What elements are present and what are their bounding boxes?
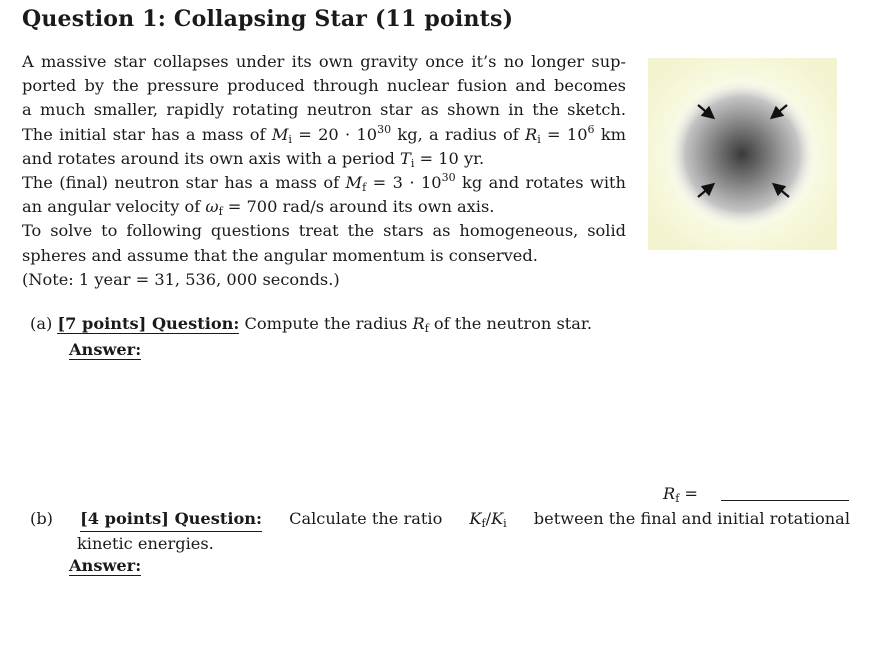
part-b-line2: kinetic energies. xyxy=(77,534,214,553)
part-a-answer-label: Answer: xyxy=(69,340,142,359)
intro-note: (Note: 1 year = 31, 536, 000 seconds.) xyxy=(22,269,340,289)
part-a-points: [7 points] Question: xyxy=(57,314,240,333)
part-b-points: [4 points] Question: xyxy=(80,507,262,532)
part-a-label: (a) xyxy=(30,314,53,333)
intro-line: a much smaller, rapidly rotating neutron star as shown in the sketch. xyxy=(22,100,626,120)
star-body xyxy=(666,78,818,230)
intro-line: To solve to following questions treat the stars as homogeneous, solid xyxy=(22,221,626,241)
answer-blank-label: $R_f$ = xyxy=(663,484,698,505)
problem-statement xyxy=(22,50,626,292)
intro-line-angular-velocity: an angular velocity of $\omega_f = 700$ rad/s around its own axis. xyxy=(22,197,495,219)
part-b-label: (b) xyxy=(30,509,53,528)
intro-line: A massive star collapses under its own gravity once it’s no longer sup- xyxy=(22,52,626,71)
part-b-answer-label: Answer: xyxy=(69,556,142,575)
intro-line: ported by the pressure produced through nuclear fusion and becomes xyxy=(22,76,626,96)
intro-line-final-values: The (final) neutron star has a mass of $M_f = 3 \cdot 10^{30}$ kg and rotates with xyxy=(22,171,626,195)
intro-line: spheres and assume that the angular momentum is conserved. xyxy=(22,245,538,265)
part-a-question: (a) [7 points] Question: Compute the radius $R_f$ of the neutron star. xyxy=(30,314,593,335)
intro-line-initial-values: The initial star has a mass of $M_i = 20 \cdot 10^{30}$ kg, a radius of $R_i = 10^6$ km xyxy=(22,122,626,146)
collapsing-star-sketch xyxy=(648,58,837,250)
question-title: Question 1: Collapsing Star (11 points) xyxy=(22,6,514,32)
part-b-question: (b) [4 points] Question: Calculate the ratio $K_f/K_i$ between the final and initial rotational kinetic energies. xyxy=(30,507,850,556)
answer-blank-field[interactable] xyxy=(721,500,849,501)
intro-line-period: and rotates around its own axis with a period $T_i = 10$ yr. xyxy=(22,148,485,170)
